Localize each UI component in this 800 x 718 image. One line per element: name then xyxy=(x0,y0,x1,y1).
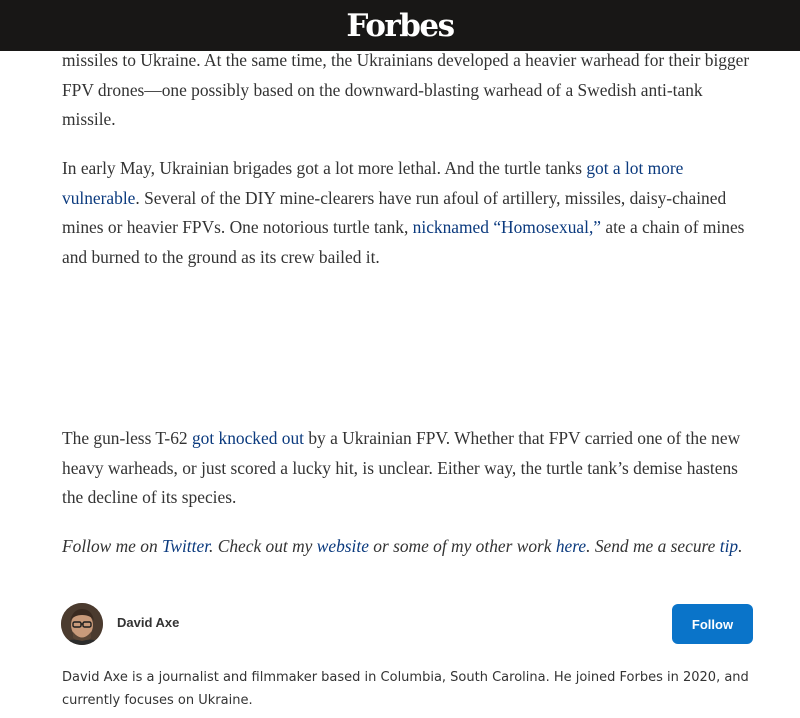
paragraph-text: by a Ukrainian FPV. Whether that FPV carried one of the new heavy warheads, or just scored a lucky hit, is unclear. Either way, the turtle tank’s demise hastens the decline of its species. xyxy=(62,428,741,507)
paragraph-text: missiles to Ukraine. At the same time, the Ukrainians developed a heavier warhead for their bigger FPV drones—one possibly based on the downward-blasting warhead of a Swedish anti-tank missile. xyxy=(62,50,750,129)
nicknamed-homosexual-link[interactable]: nicknamed “Homosexual,” xyxy=(412,217,602,237)
twitter-link[interactable]: Twitter xyxy=(162,536,210,556)
got-knocked-out-link[interactable]: got knocked out xyxy=(191,428,304,448)
follow-button[interactable]: Follow xyxy=(672,604,753,644)
author-name[interactable]: David Axe xyxy=(117,615,180,630)
forbes-logo[interactable]: Forbes xyxy=(346,8,454,44)
paragraph-text: . Check out my xyxy=(209,536,317,556)
article-paragraph-3 xyxy=(62,424,752,513)
avatar[interactable] xyxy=(61,603,103,645)
website-link[interactable]: website xyxy=(316,536,369,556)
other-work-link[interactable]: here xyxy=(555,536,587,556)
paragraph-text: The gun-less T-62 xyxy=(62,428,192,448)
author-portrait-icon xyxy=(61,603,103,645)
paragraph-text: In early May, Ukrainian brigades got a lot more lethal. And the turtle tanks xyxy=(62,158,587,178)
article-paragraph-2 xyxy=(62,154,752,272)
article-paragraph-1 xyxy=(62,46,752,135)
paragraph-text: or some of my other work xyxy=(368,536,556,556)
paragraph-text: Follow me on xyxy=(62,536,162,556)
top-bar xyxy=(0,0,800,51)
paragraph-text: . Several of the DIY mine-clearers have run afoul of artillery, missiles, daisy-chained mines or heavier FPVs. One notorious turtle tank, xyxy=(62,187,727,237)
paragraph-text: . xyxy=(738,536,743,556)
paragraph-text: . Send me a secure xyxy=(586,536,720,556)
author-card xyxy=(61,603,753,645)
secure-tip-link[interactable]: tip xyxy=(719,536,739,556)
paragraph-text: ate a chain of mines and burned to the ground as its crew bailed it. xyxy=(62,217,745,267)
got-a-lot-more-vulnerable-link[interactable]: got a lot more vulnerable xyxy=(62,158,684,208)
author-follow-note xyxy=(62,532,752,562)
author-bio: David Axe is a journalist and filmmaker based in Columbia, South Carolina. He joined Forbes in 2020, and currently focuses on Ukraine. xyxy=(62,670,749,708)
